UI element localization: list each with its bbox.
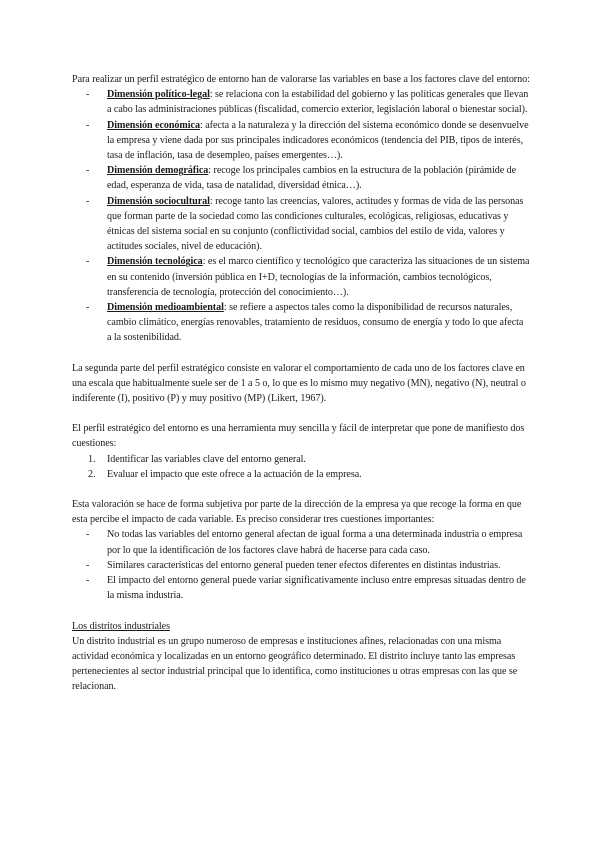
list-item <box>72 573 530 603</box>
issues-list <box>72 527 530 603</box>
dash-marker: - <box>86 529 90 541</box>
steps-list <box>72 452 530 482</box>
dimension-text: : se relaciona con la estabilidad del gobierno y las políticas generales que llevan a cabo las administraciones públicas (fiscalidad, comercio exterior, legislación laboral o bienestar social). <box>107 89 529 116</box>
issue-text: Similares características del entorno general pueden tener efectos diferentes en distintas industrias. <box>107 559 501 571</box>
intro-paragraph: Para realizar un perfil estratégico de entorno han de valorarse las variables en base a los factores clave del entorno: <box>72 74 530 85</box>
dimension-term: Dimensión demográfica <box>107 165 209 177</box>
dimension-term: Dimensión político-legal <box>107 89 210 101</box>
dimension-term: Dimensión sociocultural <box>107 195 210 207</box>
dimension-term: Dimensión económica <box>107 119 200 131</box>
dash-marker: - <box>86 575 90 587</box>
section-heading: Los distritos industriales <box>72 620 170 632</box>
list-item <box>72 163 530 193</box>
dimension-text: : es el marco científico y tecnológico que caracteriza las situaciones de un sistema en su contenido (inversión pública en I+D, tecnologías de la información, cambios tecnológicos, transferencia de tecnología, protección del conocimiento…). <box>107 256 530 298</box>
dimension-term: Dimensión tecnológica <box>107 256 203 268</box>
list-item <box>72 87 530 117</box>
districts-paragraph: Un distrito industrial es un grupo numeroso de empresas e instituciones afines, relacionadas con una misma actividad económica y localizadas en un entorno geográfico determinado. El distrito incluye tanto las empresas pertenecientes al sector industrial principal que lo identifica, como instituciones u otras empresas con las que se relacionan. <box>72 635 518 693</box>
list-item <box>72 467 530 482</box>
step-text: Evaluar el impacto que este ofrece a la actuación de la empresa. <box>107 468 362 480</box>
issue-text: No todas las variables del entorno general afectan de igual forma a una determinada industria o empresa por lo que la identificación de los factores clave habrá de hacerse para cada caso. <box>107 529 523 556</box>
list-item <box>72 527 530 557</box>
list-item <box>72 558 530 573</box>
likert-paragraph: La segunda parte del perfil estratégico consiste en valorar el comportamiento de cada uno de los factores clave en una escala que habitualmente suele ser de 1 a 5 o, lo que es lo mismo muy negativo (MN), negativo (N), neutral o indiferente (I), positivo (P) y muy positivo (MP) (Likert, 1967). <box>72 362 526 405</box>
number-marker: 2. <box>88 468 96 480</box>
step-text: Identificar las variables clave del entorno general. <box>107 453 306 465</box>
dimension-text: : se refiere a aspectos tales como la disponibilidad de recursos naturales, cambio climático, energías renovables, tratamiento de residuos, consumo de energía y todo lo que afecta a la sostenibilidad. <box>107 302 524 344</box>
issue-text: El impacto del entorno general puede variar significativamente incluso entre empresas situadas dentro de la misma industria. <box>107 575 526 602</box>
dash-marker: - <box>86 256 90 268</box>
dimension-text: : afecta a la naturaleza y la dirección del sistema económico donde se desenvuelve la empresa y viene dada por sus principales indicadores económicos (tendencia del PIB, tipos de interés, tasa de inflación, tasa de desempleo, países emergentes…). <box>107 119 529 162</box>
list-item <box>72 300 530 346</box>
dash-marker: - <box>86 559 90 571</box>
dimension-text: : recoge tanto las creencias, valores, actitudes y formas de vida de las personas que forman parte de la sociedad como las condiciones culturales, ecológicas, religiosas, educativas y étnicas del sistema social en su conjunto (conflictividad social, cambios del estilo de vida, valores y actitudes sociales, nivel de educación). <box>107 195 524 253</box>
list-item <box>72 254 530 300</box>
dash-marker: - <box>86 89 90 101</box>
dimension-text: : recoge los principales cambios en la estructura de la población (pirámide de edad, esperanza de vida, tasa de natalidad, diversidad étnica…). <box>107 165 517 192</box>
valuation-paragraph: Esta valoración se hace de forma subjetiva por parte de la dirección de la empresa ya que recoge la forma en que esta percibe el impacto de cada variable. Es preciso considerar tres cuestiones importantes: <box>72 499 522 526</box>
dimensions-list <box>72 87 530 345</box>
dimension-term: Dimensión medioambiental <box>107 302 224 314</box>
list-item <box>72 452 530 467</box>
profile-paragraph: El perfil estratégico del entorno es una herramienta muy sencilla y fácil de interpretar que pone de manifiesto dos cuestiones: <box>72 423 525 450</box>
number-marker: 1. <box>88 453 96 465</box>
dash-marker: - <box>86 165 90 177</box>
dash-marker: - <box>86 302 90 314</box>
list-item <box>72 118 530 164</box>
dash-marker: - <box>86 119 90 131</box>
list-item <box>72 194 530 255</box>
dash-marker: - <box>86 195 90 207</box>
